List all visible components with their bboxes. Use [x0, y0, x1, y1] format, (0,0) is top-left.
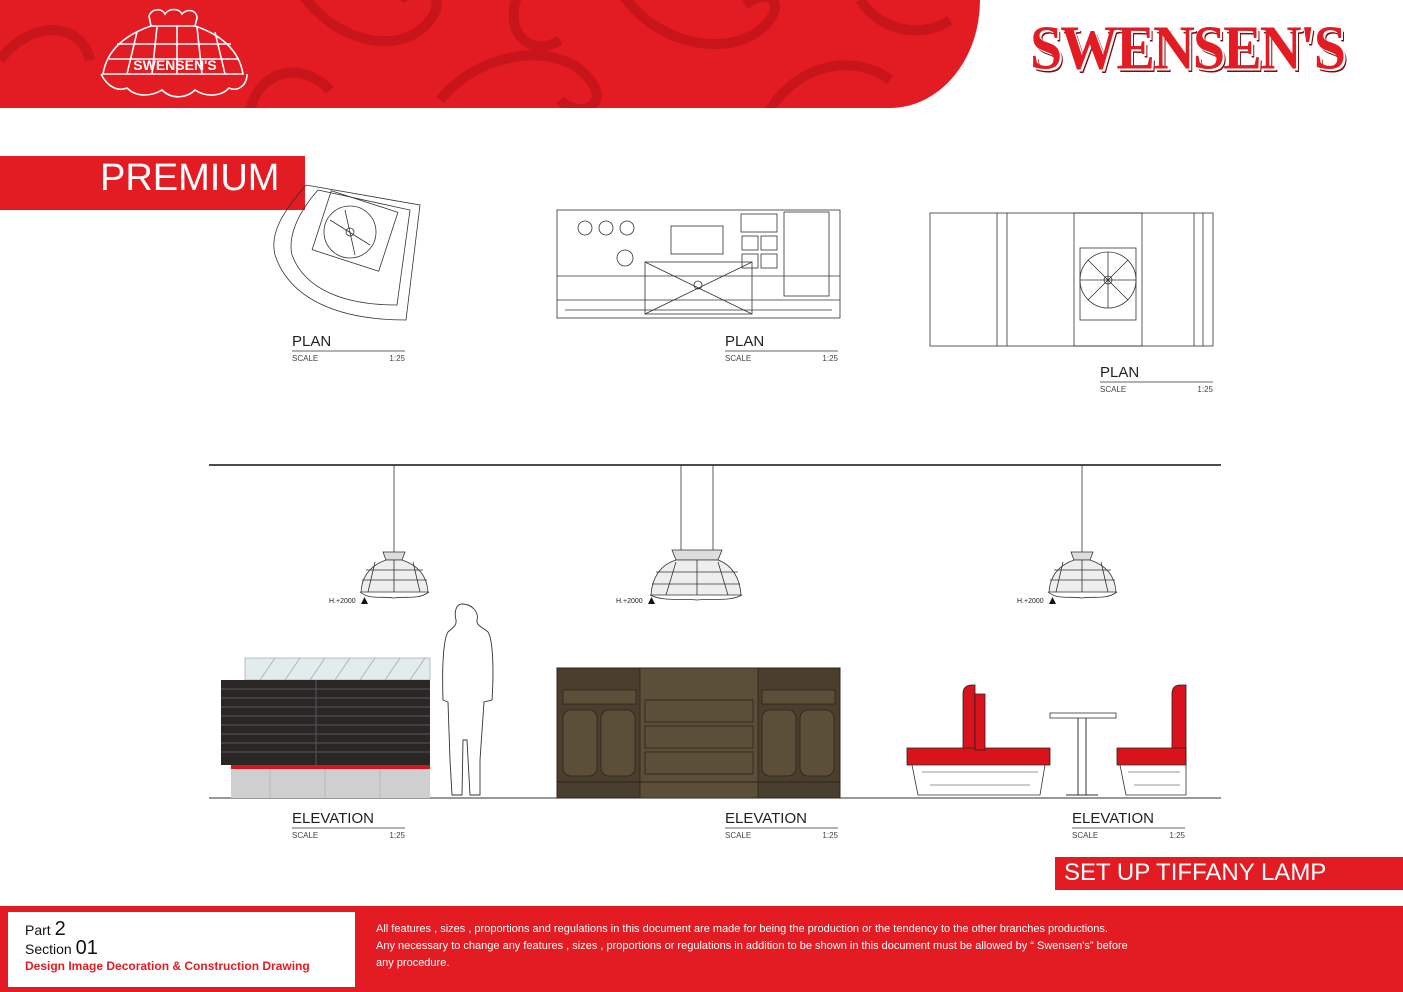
plan-2-scale-label: SCALE	[725, 354, 752, 363]
elevation-1-scale-value: 1:25	[389, 831, 405, 840]
tiffany-lamp-2	[650, 465, 742, 600]
plan-2-scale-value: 1:25	[822, 354, 838, 363]
elevation-2-scale-value: 1:25	[822, 831, 838, 840]
height-mark-1: H.+2000	[329, 598, 356, 605]
height-triangle-3-icon	[1049, 597, 1056, 604]
elevation-3-scale-value: 1:25	[1169, 831, 1185, 840]
category-tag-label: PREMIUM	[100, 157, 280, 199]
elevation-1-scale-label: SCALE	[292, 831, 319, 840]
height-triangle-1-icon	[361, 597, 368, 604]
section-banner-label: SET UP TIFFANY LAMP	[1064, 859, 1327, 886]
elevation-3-title: ELEVATION	[1072, 810, 1154, 827]
disclaimer-line-1: All features , sizes , proportions and regulations in this document are made for being the production or the tendency to the other branches productions.	[376, 923, 1108, 935]
plan-3-title: PLAN	[1100, 364, 1140, 381]
tiffany-lamp-1	[360, 465, 429, 598]
disclaimer-line-2: Any necessary to change any features , sizes , proportions or regulations in addition to be shown in this document must be allowed by “ Swensen's” before	[376, 940, 1128, 952]
height-mark-2: H.+2000	[616, 598, 643, 605]
part-description: Design Image Decoration & Construction Drawing	[25, 959, 310, 973]
tiffany-lamp-3	[1048, 465, 1117, 598]
elevation-3-scale-label: SCALE	[1072, 831, 1099, 840]
human-scale-figure-icon	[443, 604, 493, 795]
section-label: Section	[25, 941, 72, 957]
disclaimer-line-3: any procedure.	[376, 957, 450, 969]
lamp-logo-text: SWENSEN'S	[133, 57, 217, 73]
plan-1-scale-value: 1:25	[389, 354, 405, 363]
plan-1-title: PLAN	[292, 333, 332, 350]
plan-bar-counter	[557, 210, 840, 318]
part-number-value: 2	[54, 918, 66, 940]
section-number-value: 01	[75, 937, 98, 959]
elevation-2-scale-label: SCALE	[725, 831, 752, 840]
disclaimer	[376, 921, 1256, 972]
elevation-2-title: ELEVATION	[725, 810, 807, 827]
brand-logo: SWENSEN'S	[1030, 12, 1345, 83]
elevation-wood-cabinet	[557, 668, 840, 798]
plan-3-scale-label: SCALE	[1100, 385, 1127, 394]
height-mark-3: H.+2000	[1017, 598, 1044, 605]
part-label: Part	[25, 922, 51, 938]
plan-booth	[930, 213, 1213, 346]
plan-2-title: PLAN	[725, 333, 765, 350]
plan-3-scale-value: 1:25	[1197, 385, 1213, 394]
plan-1-scale-label: SCALE	[292, 354, 319, 363]
elevation-1-title: ELEVATION	[292, 810, 374, 827]
elevation-booth-seating	[907, 685, 1186, 795]
elevation-slatted-counter	[221, 658, 430, 798]
height-triangle-2-icon	[648, 597, 655, 604]
section-number	[25, 937, 98, 960]
plan-corner-counter	[274, 185, 420, 320]
